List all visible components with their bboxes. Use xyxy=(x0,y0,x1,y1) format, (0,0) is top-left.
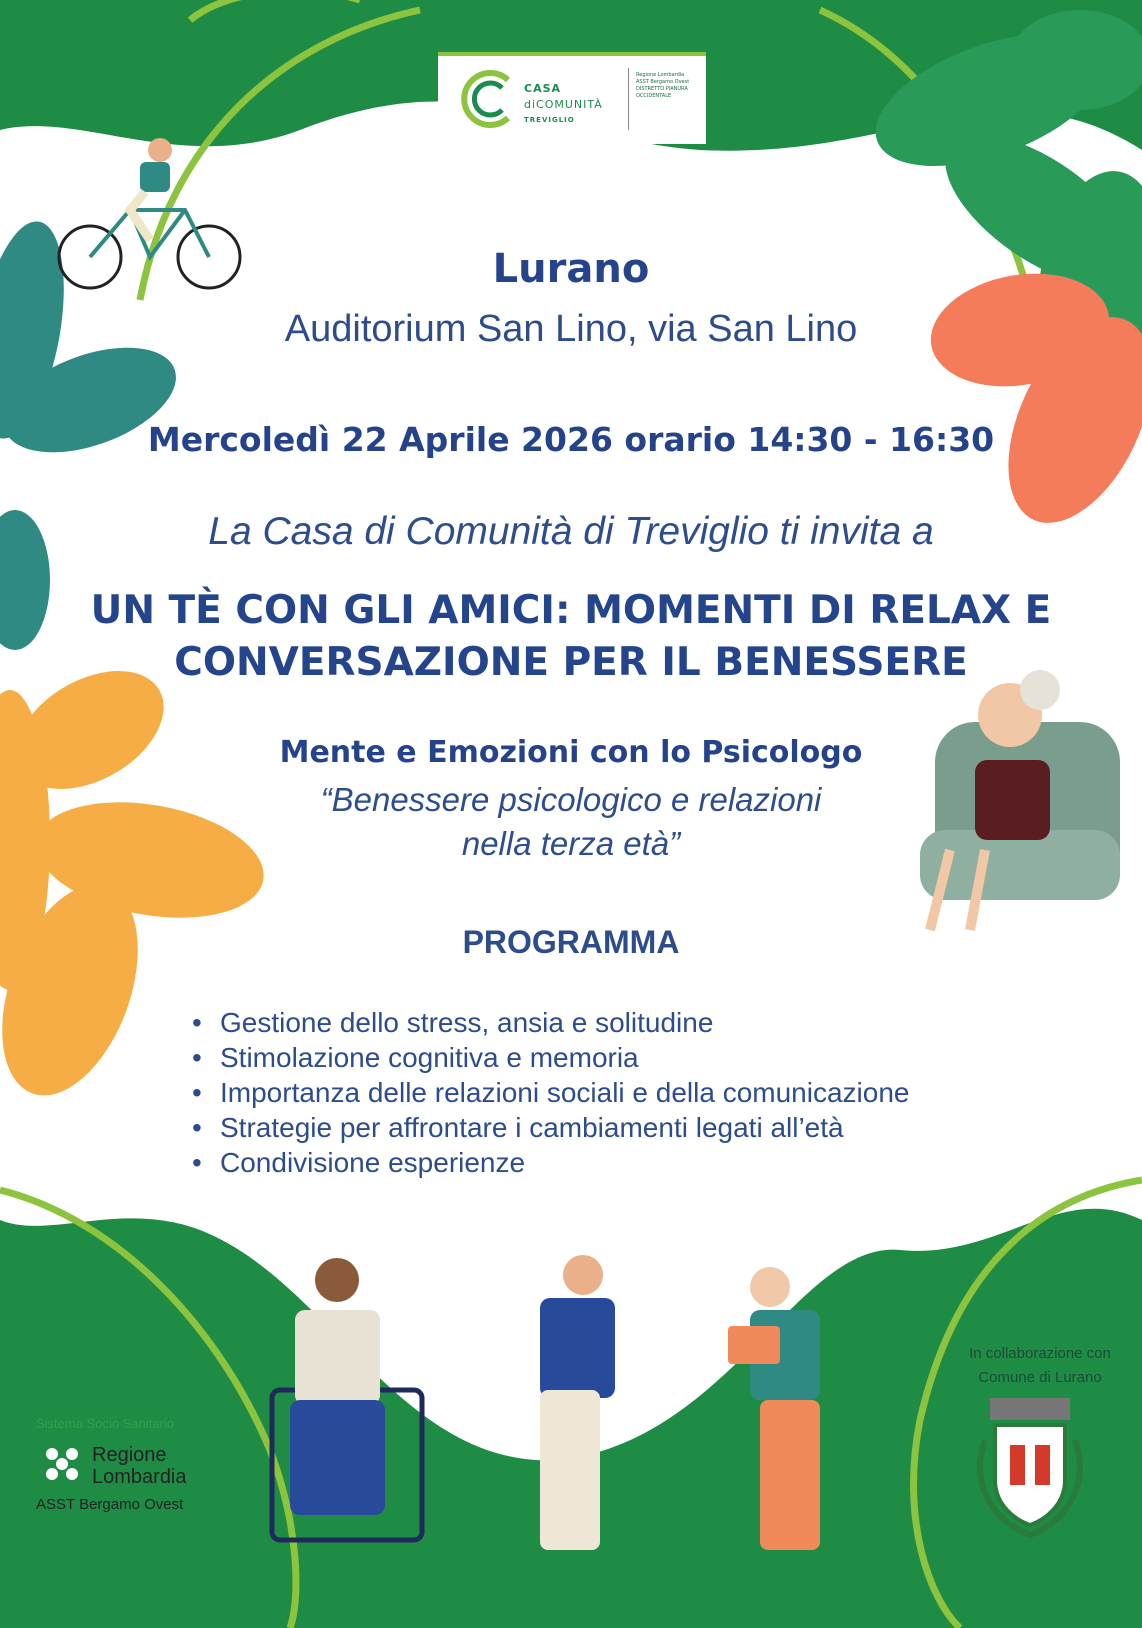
logo-small-line2: ASST Bergamo Ovest xyxy=(636,79,690,85)
event-city: Lurano xyxy=(492,246,650,292)
program-item: • Strategie per affrontare i cambiamenti legati all’età xyxy=(220,1110,910,1145)
rl-system-label: Sistema Socio Sanitario xyxy=(36,1416,175,1431)
rl-name-line2: Lombardia xyxy=(92,1466,187,1488)
event-subtitle: Mente e Emozioni con lo Psicologo xyxy=(279,735,863,770)
program-item: • Importanza delle relazioni sociali e della comunicazione xyxy=(220,1075,910,1110)
event-quote xyxy=(0,778,1142,866)
logo-small-line1: Regione Lombardia xyxy=(636,72,685,78)
collab-line2: Comune di Lurano xyxy=(978,1369,1102,1386)
logo-line3: TREVIGLIO xyxy=(524,116,575,124)
logo-line2: diCOMUNITÀ xyxy=(524,98,603,111)
collab-line1: In collaborazione con xyxy=(969,1345,1111,1362)
program-list xyxy=(190,1005,910,1180)
logo-small-line3: DISTRETTO PIANURA OCCIDENTALE xyxy=(636,86,688,99)
program-item: • Gestione dello stress, ansia e solitudine xyxy=(220,1005,910,1040)
event-quote-line1: “Benessere psicologico e relazioni xyxy=(320,781,822,818)
event-datetime: Mercoledì 22 Aprile 2026 orario 14:30 - 16:30 xyxy=(147,420,995,459)
program-item: • Stimolazione cognitiva e memoria xyxy=(220,1040,910,1075)
regione-lombardia-logo-icon xyxy=(38,1440,86,1488)
event-title xyxy=(0,585,1142,689)
logo-separator xyxy=(628,68,629,130)
event-title-line2: CONVERSAZIONE PER IL BENESSERE xyxy=(174,640,968,685)
rl-name-line1: Regione xyxy=(92,1444,167,1466)
event-quote-line2: nella terza età” xyxy=(461,825,681,862)
rl-asst-label: ASST Bergamo Ovest xyxy=(36,1496,184,1513)
event-invite: La Casa di Comunità di Treviglio ti invita a xyxy=(208,510,934,553)
program-heading: PROGRAMMA xyxy=(462,924,680,960)
logo-small-text xyxy=(636,72,698,100)
program-item: • Condivisione esperienze xyxy=(220,1145,910,1180)
casa-comunita-mark-icon xyxy=(458,66,524,132)
event-title-line1: UN TÈ CON GLI AMICI: MOMENTI DI RELAX E xyxy=(90,588,1052,633)
logo-line1: CASA xyxy=(524,82,562,95)
event-venue: Auditorium San Lino, via San Lino xyxy=(284,308,858,350)
collaboration-note xyxy=(950,1342,1130,1390)
rl-name xyxy=(92,1444,187,1488)
